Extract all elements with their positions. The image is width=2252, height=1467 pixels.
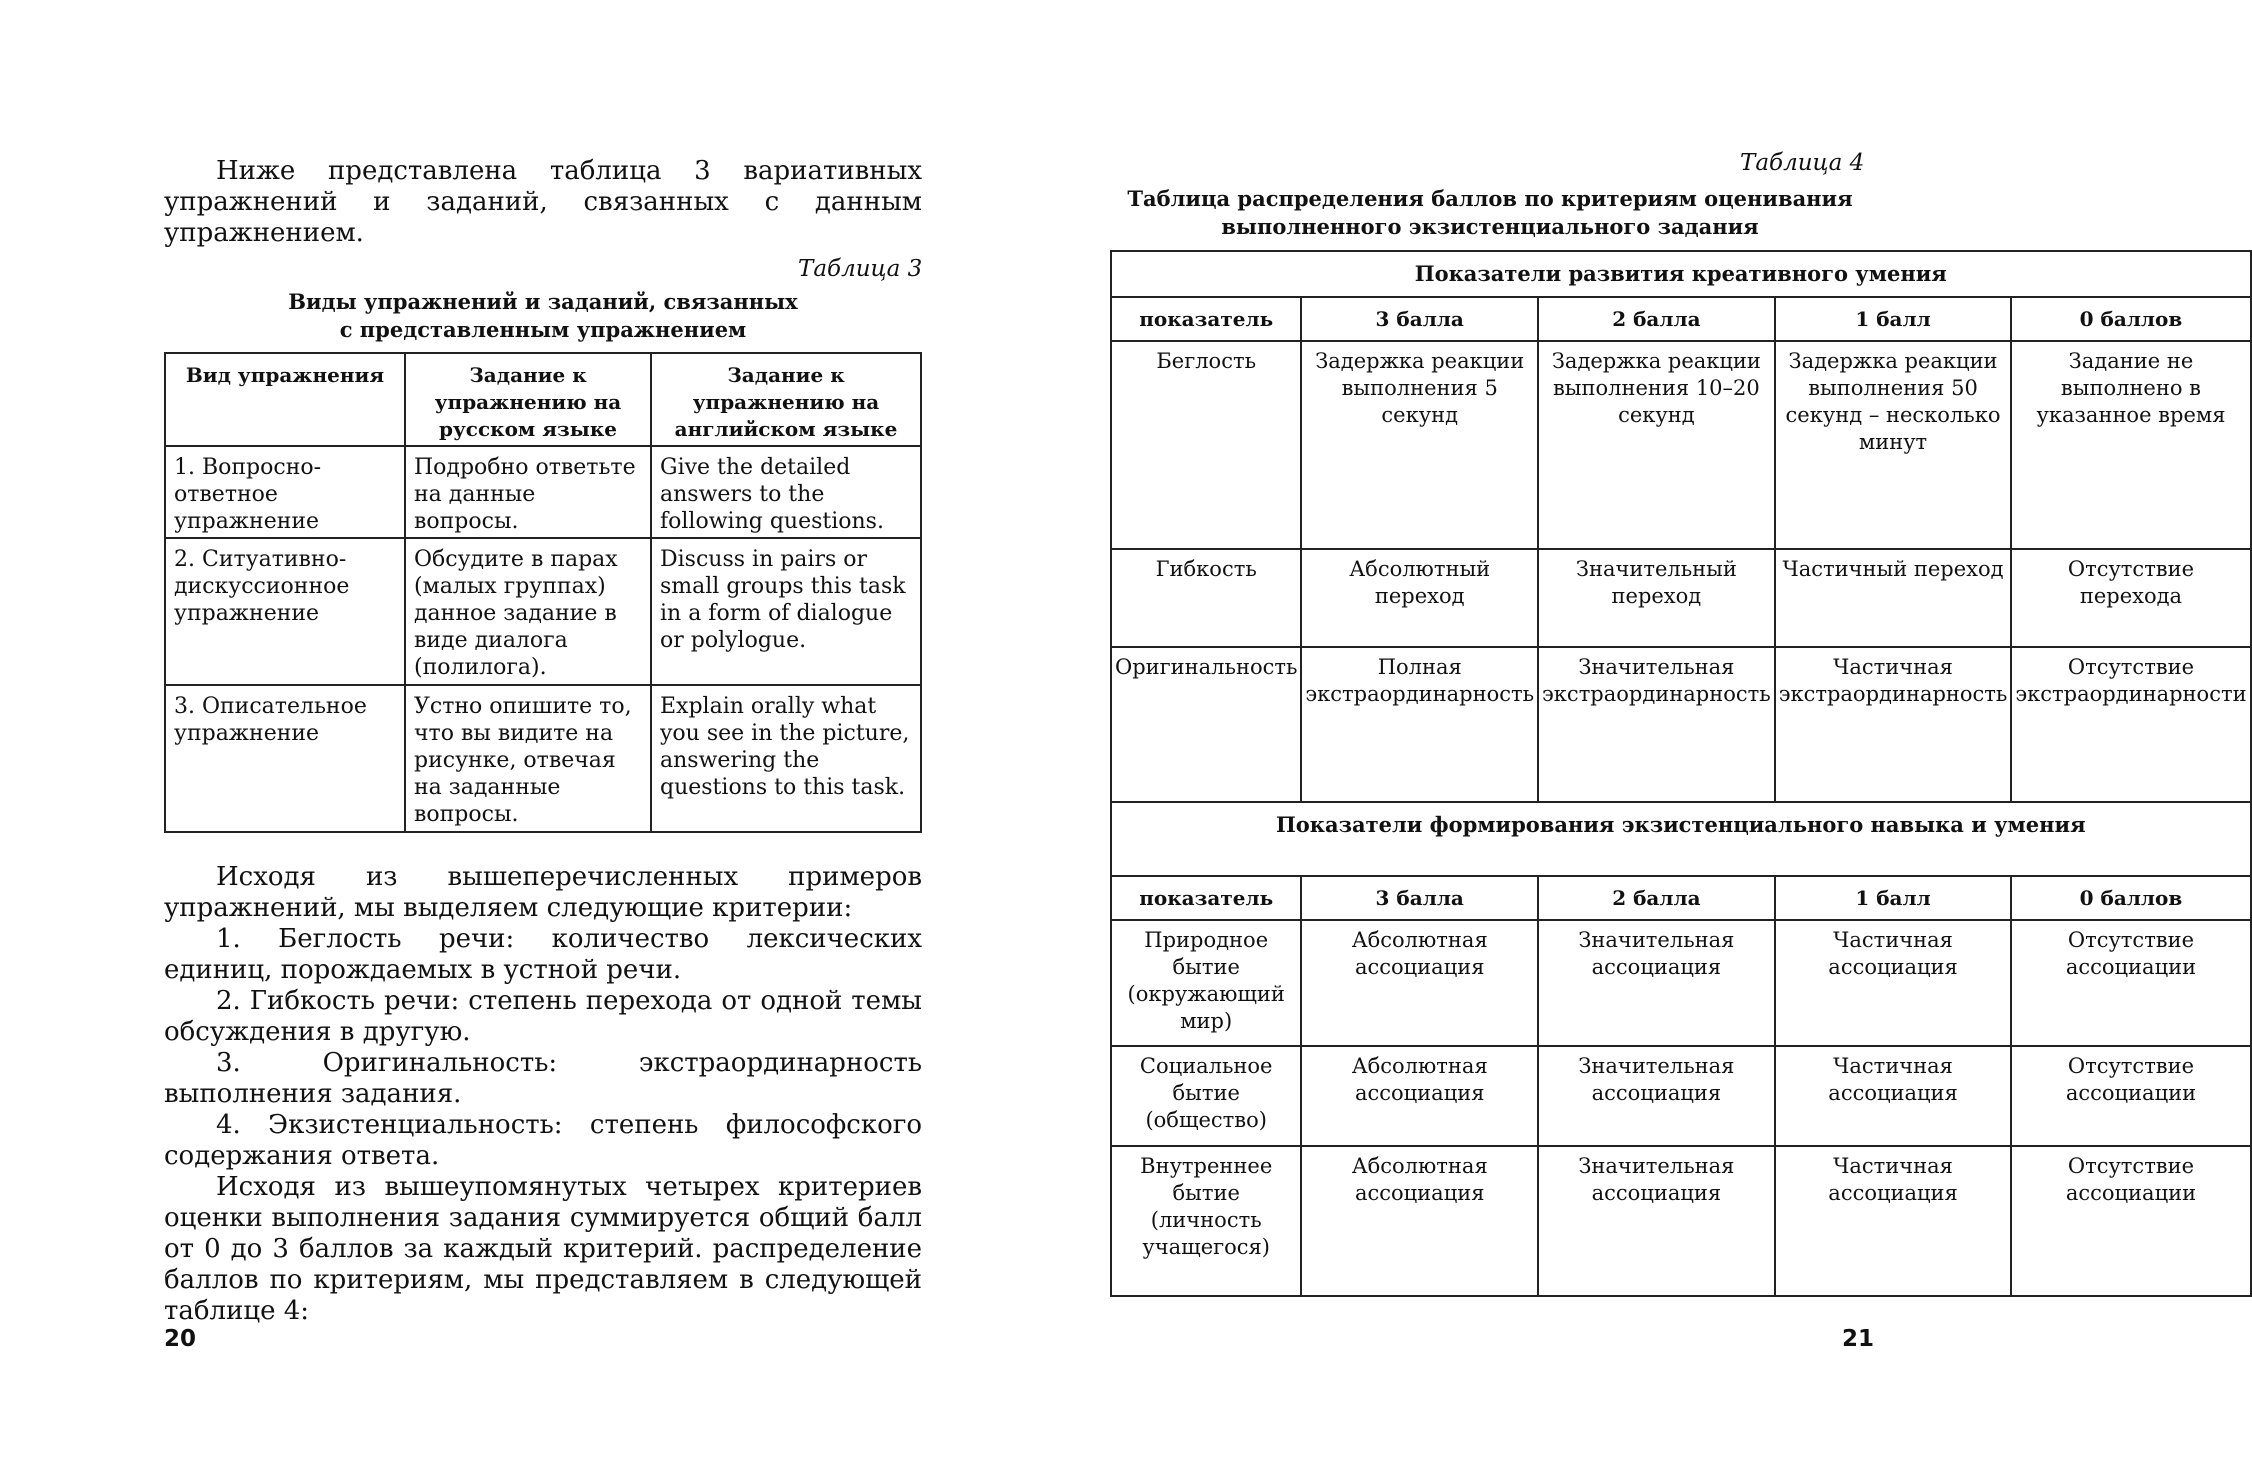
paragraph: 1. Беглость речи: количество лексических единиц, порождаемых в устной речи.	[164, 924, 922, 985]
table-cell: Абсолютный переход	[1301, 549, 1538, 647]
table-cell: Обсудите в парах (малых группах) данное задание в виде диалога (полилога).	[405, 538, 651, 685]
table-cell: Частичная ассоциация	[1775, 920, 2012, 1046]
table-cell: Внутреннее бытие (личность учащегося)	[1111, 1146, 1301, 1296]
table-cell: Гибкость	[1111, 549, 1301, 647]
table-cell: Задание не выполнено в указанное время	[2011, 341, 2250, 549]
table-row	[165, 685, 921, 832]
exercise-types-table	[164, 352, 922, 833]
table-cell: Задержка реакции выполнения 10–20 секунд	[1538, 341, 1775, 549]
table-cell: Подробно ответьте на данные вопросы.	[405, 446, 651, 538]
paragraph: 2. Гибкость речи: степень перехода от одной темы обсуждения в другую.	[164, 986, 922, 1047]
table3-title-line1: Виды упражнений и заданий, связанных	[288, 289, 798, 314]
table-header-cell: показатель	[1111, 876, 1301, 920]
table-cell: Задержка реакции выполнения 5 секунд	[1301, 341, 1538, 549]
table-cell: Природное бытие (окружающий мир)	[1111, 920, 1301, 1046]
table-cell: Абсолютная ассоциация	[1301, 1146, 1538, 1296]
criteria-text	[164, 862, 922, 1327]
paragraph: Исходя из вышеупомянутых четырех критериев оценки выполнения задания суммируется общий балл от 0 до 3 баллов за каждый критерий. распределение баллов по критериям, мы представляем в следующей таблице 4:	[164, 1172, 922, 1326]
table-row	[165, 538, 921, 685]
table-cell: Полная экстраординарность	[1301, 647, 1538, 802]
table-row	[1111, 549, 2251, 647]
table-header-cell: 0 баллов	[2011, 876, 2250, 920]
table-header-cell: показатель	[1111, 297, 1301, 341]
table-header-cell: 3 балла	[1301, 876, 1538, 920]
section-heading-existential: Показатели формирования экзистенциального навыка и умения	[1111, 802, 2251, 876]
paragraph: 4. Экзистенциальность: степень философского содержания ответа.	[164, 1110, 922, 1171]
intro-paragraph	[164, 156, 922, 249]
table-header-cell: Задание к упражнению на русском языке	[405, 353, 651, 446]
table-cell: Give the detailed answers to the following questions.	[651, 446, 921, 538]
table-cell: Отсутствие ассоциации	[2011, 1146, 2250, 1296]
table-header-cell: 2 балла	[1538, 297, 1775, 341]
paragraph: Исходя из вышеперечисленных примеров упражнений, мы выделяем следующие критерии:	[164, 862, 922, 923]
table-cell: Отсутствие ассоциации	[2011, 920, 2250, 1046]
table-header-cell: Задание к упражнению на английском языке	[651, 353, 921, 446]
table-cell: 2. Ситуативно-дискуссионное упражнение	[165, 538, 405, 685]
table-cell: Значительный переход	[1538, 549, 1775, 647]
table-cell: Discuss in pairs or small groups this task in a form of dialogue or polylogue.	[651, 538, 921, 685]
table-row	[1111, 1146, 2251, 1296]
table3-title	[164, 288, 922, 344]
page-number: 20	[164, 1326, 197, 1352]
scoring-table	[1110, 250, 2252, 1297]
section-heading-creative: Показатели развития креативного умения	[1111, 251, 2251, 297]
table-row	[1111, 341, 2251, 549]
table-cell: Отсутствие перехода	[2011, 549, 2250, 647]
table-cell: Частичная ассоциация	[1775, 1046, 2012, 1146]
table4-label: Таблица 4	[1740, 150, 1865, 176]
table-cell: Абсолютная ассоциация	[1301, 920, 1538, 1046]
table-cell: Частичная ассоциация	[1775, 1146, 2012, 1296]
table-cell: Значительная ассоциация	[1538, 1146, 1775, 1296]
table-header-cell: 1 балл	[1775, 876, 2012, 920]
table-cell: Частичная экстраординарность	[1775, 647, 2012, 802]
table-cell: Отсутствие ассоциации	[2011, 1046, 2250, 1146]
table-cell: Отсутствие экстраординарности	[2011, 647, 2250, 802]
table-cell: Explain orally what you see in the picture, answering the questions to this task.	[651, 685, 921, 832]
table-row	[1111, 920, 2251, 1046]
table-header-cell: Вид упражнения	[165, 353, 405, 446]
table-header-cell: 3 балла	[1301, 297, 1538, 341]
intro-text: Ниже представлена таблица 3 вариативных упражнений и заданий, связанных с данным упражнением.	[164, 156, 922, 248]
table-cell: Значительная ассоциация	[1538, 1046, 1775, 1146]
section-row	[1111, 802, 2251, 876]
table-row	[165, 446, 921, 538]
table-cell: Оригинальность	[1111, 647, 1301, 802]
table3-label: Таблица 3	[798, 256, 923, 282]
paragraph: 3. Оригинальность: экстраординарность выполнения задания.	[164, 1048, 922, 1109]
table-cell: 1. Вопросно-ответное упражнение	[165, 446, 405, 538]
page-number: 21	[1842, 1326, 1875, 1352]
table-cell: Беглость	[1111, 341, 1301, 549]
table4-title	[1110, 185, 1870, 241]
table-cell: Социальное бытие (общество)	[1111, 1046, 1301, 1146]
table-row	[1111, 647, 2251, 802]
table-cell: Абсолютная ассоциация	[1301, 1046, 1538, 1146]
table-cell: Значительная экстраординарность	[1538, 647, 1775, 802]
table-header-row	[1111, 876, 2251, 920]
table3-title-line2: с представленным упражнением	[339, 317, 747, 342]
table4-title-line1: Таблица распределения баллов по критериям оценивания	[1127, 186, 1853, 211]
table-cell: 3. Описательное упражнение	[165, 685, 405, 832]
table-cell: Частичный переход	[1775, 549, 2012, 647]
table-header-row	[165, 353, 921, 446]
table-cell: Устно опишите то, что вы видите на рисунке, отвечая на заданные вопросы.	[405, 685, 651, 832]
left-page	[0, 0, 1000, 1467]
table4-title-line2: выполненного экзистенциального задания	[1221, 214, 1759, 239]
table-cell: Значительная ассоциация	[1538, 920, 1775, 1046]
table-header-cell: 0 баллов	[2011, 297, 2250, 341]
table-header-row	[1111, 297, 2251, 341]
table-header-cell: 1 балл	[1775, 297, 2012, 341]
table-row	[1111, 1046, 2251, 1146]
table-header-cell: 2 балла	[1538, 876, 1775, 920]
section-row	[1111, 251, 2251, 297]
table-cell: Задержка реакции выполнения 50 секунд – несколько минут	[1775, 341, 2012, 549]
